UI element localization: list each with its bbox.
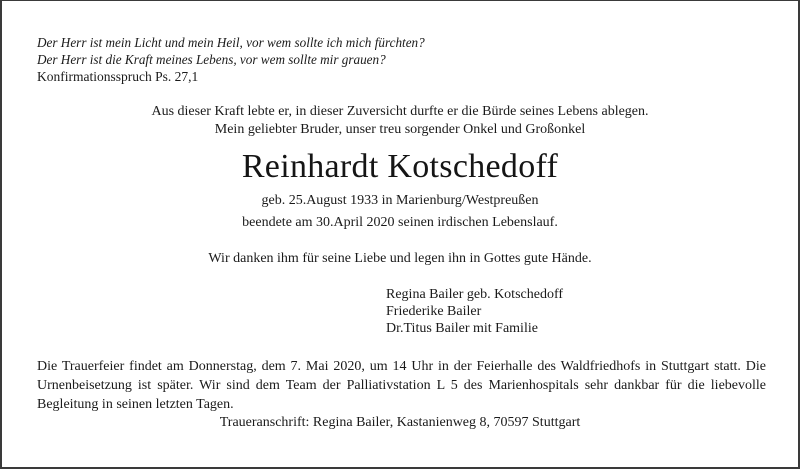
verse-line-1: Der Herr ist mein Licht und mein Heil, vor wem sollte ich mich fürchten? xyxy=(37,35,425,50)
death-info: beendete am 30.April 2020 seinen irdischen Lebenslauf. xyxy=(242,215,558,230)
thanks-line: Wir danken ihm für seine Liebe und legen ihn in Gottes gute Hände. xyxy=(208,251,592,266)
intro-line-1: Aus dieser Kraft lebte er, in dieser Zuversicht durfte er die Bürde seines Lebens ablegen. xyxy=(151,104,649,119)
mourner-name: Regina Bailer geb. Kotschedoff xyxy=(386,287,564,302)
verse-line-2: Der Herr ist die Kraft meines Lebens, vor wem sollte mir grauen? xyxy=(37,52,386,67)
mourner-name: Dr.Titus Bailer mit Familie xyxy=(386,321,538,336)
birth-info: geb. 25.August 1933 in Marienburg/Westpreußen xyxy=(261,193,539,208)
verse-source: Konfirmationsspruch Ps. 27,1 xyxy=(37,69,199,84)
funeral-info-paragraph: Die Trauerfeier findet am Donnerstag, dem 7. Mai 2020, um 14 Uhr in der Feierhalle des Waldfriedhofs in Stuttgart statt. Die Urnenbeisetzung ist später. Wir sind dem Team der Palliativstation L 5 des Marienhospitals sehr dankbar für die liebevolle Begleitung in seinen letzten Tagen. xyxy=(37,359,766,412)
deceased-name: Reinhardt Kotschedoff xyxy=(241,148,559,185)
mourning-address: Traueranschrift: Regina Bailer, Kastanienweg 8, 70597 Stuttgart xyxy=(219,415,581,430)
mourner-name: Friederike Bailer xyxy=(386,304,482,319)
intro-line-2: Mein geliebter Bruder, unser treu sorgender Onkel und Großonkel xyxy=(214,122,586,137)
